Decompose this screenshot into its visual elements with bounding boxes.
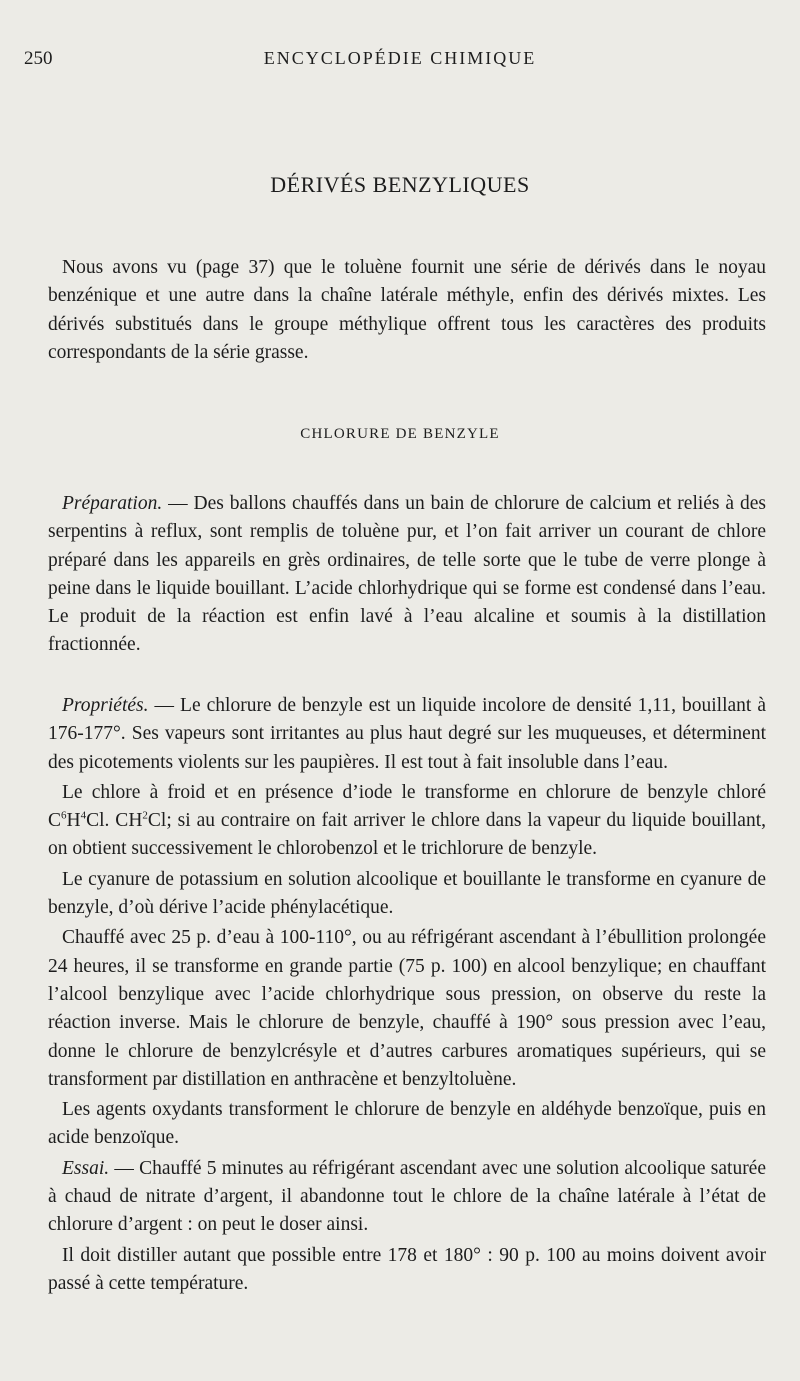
formula-c: C <box>48 810 62 832</box>
oxydants-paragraph: Les agents oxydants transforment le chlorure de benzyle en aldéhyde benzoïque, puis en acide benzoïque. <box>48 1099 766 1149</box>
running-title: ENCYCLOPÉDIE CHIMIQUE <box>263 48 537 68</box>
intro-paragraph: Nous avons vu (page 37) que le toluène fournit une série de dérivés dans le noyau benzénique et une autre dans la chaîne latérale méthyle, enfin des dérivés mixtes. Les dérivés substitués dans le groupe méthylique offrent tous les caractères des produits correspondants de la série grasse. <box>48 257 766 363</box>
essai-lead: Essai. <box>62 1157 110 1179</box>
essai-paragraph <box>48 1155 766 1240</box>
chemical-formula <box>48 810 166 831</box>
properties-text: — Le chlorure de benzyle est un liquide incolore de densité 1,11, bouillant à 176-177°. Ses vapeurs sont irritantes au plus haut degré sur les muqueuses, et déterminent des picotements violents sur les paupières. Il est tout à fait insoluble dans l’eau. <box>48 695 766 773</box>
formula-c-subscript: 6 <box>61 809 67 822</box>
chlore-paragraph <box>48 779 766 864</box>
properties-paragraph <box>48 692 766 777</box>
formula-cl: Cl <box>147 810 167 832</box>
preparation-lead: Préparation. <box>62 493 163 514</box>
preparation-block <box>48 490 766 660</box>
preparation-paragraph <box>48 490 766 660</box>
essai-text: — Chauffé 5 minutes au réfrigérant ascendant avec une solution alcoolique saturée à chaud de nitrate d’argent, il abandonne tout le chlore de la chaîne latérale à l’état de chlorure d’argent : on peut le doser ainsi. <box>48 1157 766 1236</box>
formula-ch-subscript: 2 <box>142 809 148 822</box>
formula-h-subscript: 4 <box>80 809 87 822</box>
preparation-text: — Des ballons chauffés dans un bain de chlorure de calcium et reliés à des serpentins à reflux, sont remplis de toluène pur, et l’on fait arriver un courant de chlore préparé dans les appareils en grès ordinaires, de telle sorte que le tube de verre plonge à peine dans le liquide bouillant. L’acide chlorhydrique qui se forme est condensé dans l’eau. Le produit de la réaction est enfin lavé à l’eau alcaline et soumis à la distillation fractionnée. <box>48 493 766 656</box>
running-header <box>0 48 800 78</box>
distiller-paragraph: Il doit distiller autant que possible entre 178 et 180° : 90 p. 100 au moins doivent avoir passé à cette température. <box>48 1244 766 1294</box>
cyanure-paragraph: Le cyanure de potassium en solution alcoolique et bouillante le transforme en cyanure de benzyle, d’où dérive l’acide phénylacétique. <box>48 868 766 919</box>
properties-lead: Propriétés. <box>62 695 149 716</box>
chauffe-paragraph: Chauffé avec 25 p. d’eau à 100-110°, ou au réfrigérant ascendant à l’ébullition prolongée 24 heures, il se transforme en grande partie (75 p. 100) en alcool benzylique; en chauffant l’alcool benzylique avec l’acide chlorhydrique sous pression, on observe du reste la réaction inverse. Mais le chlorure de benzyle, chauffé à 190° sous pression avec l’eau, donne le chlorure de benzylcrésyle et d’autres carbures aromatiques supérieurs, qui se transforment par distillation en anthracène et benzyltoluène. <box>48 927 766 1090</box>
page-number: 250 <box>24 48 53 69</box>
section-heading: CHLORURE DE BENZYLE <box>300 426 500 442</box>
formula-h: H <box>66 810 81 832</box>
formula-cl-ch: Cl. CH <box>86 810 143 832</box>
chlore-text-after: ; si au contraire on fait arriver le chlore dans la vapeur du liquide bouillant, on obtient successivement le chlorobenzol et le trichlorure de benzyle. <box>48 810 766 860</box>
intro-block <box>48 254 766 367</box>
properties-block <box>48 692 766 1298</box>
chlore-text-before: Le chlore à froid et en présence d’iode le transforme en chlorure de benzyle chloré <box>62 781 766 803</box>
chapter-title: DÉRIVÉS BENZYLIQUES <box>270 172 530 197</box>
